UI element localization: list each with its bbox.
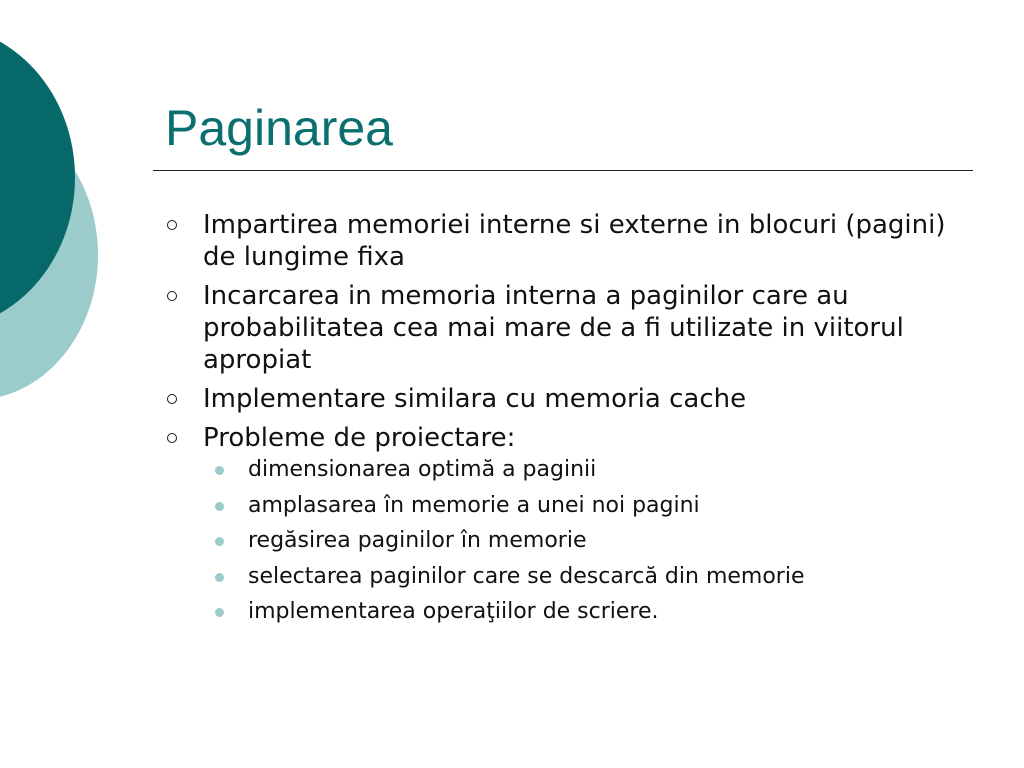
- bullet-text: Probleme de proiectare:: [203, 423, 516, 453]
- bullet-text: Impartirea memoriei interne si externe in blocuri (pagini) de lungime fixa: [203, 210, 946, 272]
- title-divider: [153, 170, 973, 171]
- bullet-text: Implementare similara cu memoria cache: [203, 384, 747, 414]
- dot-bullet-icon: [215, 573, 224, 582]
- ring-bullet-icon: [167, 433, 177, 443]
- sub-bullet-text: implementarea operaţiilor de scriere.: [248, 599, 659, 624]
- sub-bullet-text: dimensionarea optimă a paginii: [248, 457, 597, 482]
- sub-bullet-item: [164, 527, 964, 555]
- ring-bullet-icon: [167, 291, 177, 301]
- sub-bullet-text: amplasarea în memorie a unei noi pagini: [248, 492, 700, 518]
- bullet-item: [164, 280, 964, 376]
- dot-bullet-icon: [215, 537, 224, 546]
- sub-bullet-text: regăsirea paginilor în memorie: [248, 528, 587, 553]
- bullet-item: [164, 209, 964, 273]
- slide-title: Paginarea: [165, 100, 393, 156]
- bullet-text: Incarcarea in memoria interna a paginilor care au probabilitatea cea mai mare de a fi utilizate in viitorul apropiat: [203, 281, 904, 375]
- dot-bullet-icon: [215, 502, 224, 511]
- sub-bullet-list: [203, 456, 964, 626]
- dot-bullet-icon: [215, 608, 224, 617]
- bullet-item: [164, 383, 964, 415]
- sub-bullet-item: [164, 598, 964, 626]
- sub-bullet-item: [164, 563, 964, 591]
- ring-bullet-icon: [167, 394, 177, 404]
- sub-bullet-item: [164, 492, 964, 520]
- sub-bullet-item: [164, 456, 964, 484]
- bullet-list: [164, 209, 964, 634]
- ring-bullet-icon: [167, 220, 177, 230]
- dot-bullet-icon: [215, 466, 224, 475]
- sub-bullet-text: selectarea paginilor care se descarcă din memorie: [248, 563, 805, 589]
- bullet-item: [164, 422, 964, 626]
